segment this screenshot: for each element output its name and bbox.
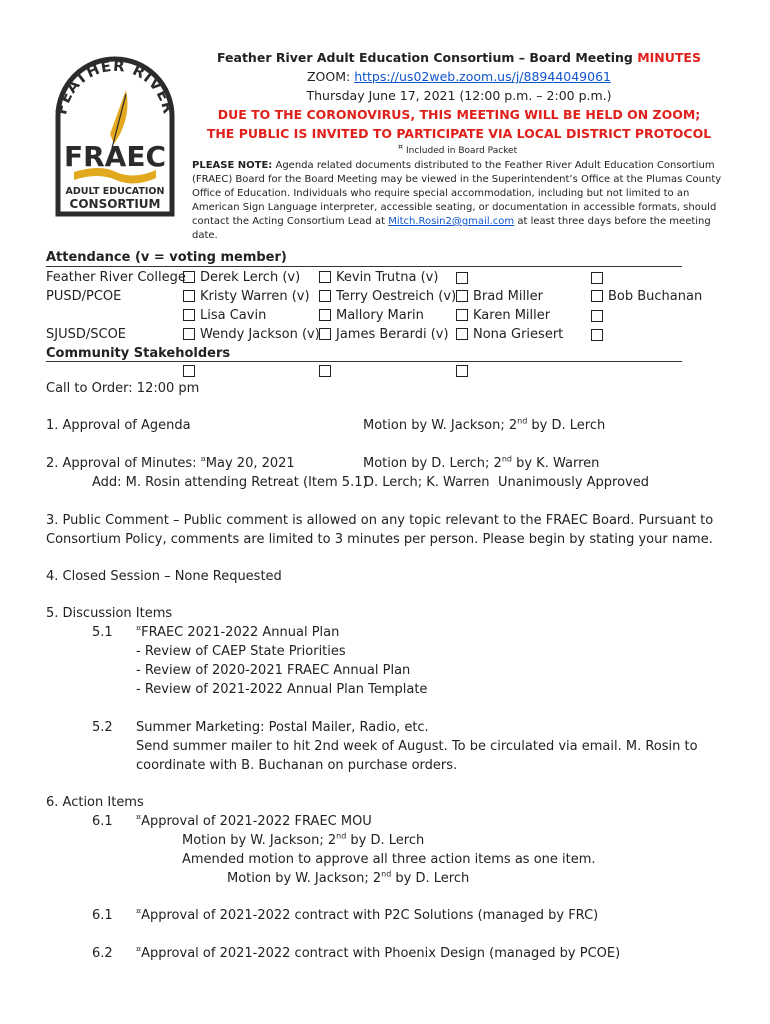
item-5-1-bullet: - Review of CAEP State Priorities [136,644,346,659]
item-5-1-bullet: - Review of 2021-2022 Annual Plan Template [136,682,428,697]
logo-line1: ADULT EDUCATION [65,186,165,197]
item-5-2-title: Summer Marketing: Postal Mailer, Radio, etc. [136,720,429,735]
attendee: Nona Griesert [456,327,563,342]
item-6-1-motion: Motion by W. Jackson; 2nd by D. Lerch [182,831,425,848]
call-to-order: Call to Order: 12:00 pm [46,381,200,396]
attendee: Derek Lerch (v) [183,270,300,285]
item-5-1-bullet: - Review of 2020-2021 FRAEC Annual Plan [136,663,411,678]
meeting-title: Feather River Adult Education Consortium – Board Meeting MINUTES [217,50,701,65]
attendee: Wendy Jackson (v) [183,327,320,342]
attendance-checkbox[interactable] [591,310,603,322]
org-pusd: PUSD/PCOE [46,289,122,304]
packet-marker: ¤ [398,142,404,151]
item-5-1-number: 5.1 [92,625,113,640]
item-2-motion: Motion by D. Lerch; 2nd by K. Warren [363,454,600,471]
attendance-checkbox[interactable] [591,272,603,284]
item-6-1-amended-motion: Motion by W. Jackson; 2nd by D. Lerch [227,869,470,886]
item-5-1-title: ¤FRAEC 2021-2022 Annual Plan [136,623,340,640]
packet-note: ¤ Included in Board Packet [398,142,518,156]
covid-notice-1: DUE TO THE CORONOVIRUS, THIS MEETING WILL BE HELD ON ZOOM; [217,107,701,122]
attendee: Mallory Marin [319,308,424,323]
attendee: James Berardi (v) [319,327,449,342]
fraec-logo [52,48,178,218]
attendee: Bob Buchanan [591,289,702,304]
attendance-heading: Attendance (v = voting member) [46,250,287,265]
item-4: 4. Closed Session – None Requested [46,569,282,584]
zoom-line: ZOOM: https://us02web.zoom.us/j/88944049061 [306,69,611,84]
attendance-checkbox[interactable] [456,290,468,302]
stakeholders-heading: Community Stakeholders [46,346,231,361]
attendee: Brad Miller [456,289,543,304]
stakeholders-rule [46,361,682,362]
stakeholder-checkbox[interactable] [456,365,468,377]
item-5-label: 5. Discussion Items [46,606,173,621]
org-sjusd: SJUSD/SCOE [46,327,127,342]
stakeholder-checkbox[interactable] [319,365,331,377]
item-6-1-amendment: Amended motion to approve all three action items as one item. [182,852,596,867]
attendance-checkbox[interactable] [456,309,468,321]
item-1-motion: Motion by W. Jackson; 2nd by D. Lerch [363,416,606,433]
item-6-2-number: 6.2 [92,946,113,961]
minutes-label: MINUTES [637,50,701,65]
item-2-addition: Add: M. Rosin attending Retreat (Item 5.1) [92,475,368,490]
attendee: Terry Oestreich (v) [319,289,456,304]
attendance-checkbox[interactable] [319,271,331,283]
logo-graphic [52,48,178,218]
logo-line2: CONSORTIUM [69,197,161,211]
item-5-2-line: coordinate with B. Buchanan on purchase orders. [136,758,458,773]
attendee: Kristy Warren (v) [183,289,310,304]
attendance-rule [46,266,682,267]
item-2-label: 2. Approval of Minutes: ¤May 20, 2021 [46,454,295,471]
attendance-checkbox[interactable] [319,290,331,302]
stakeholder-checkbox[interactable] [183,365,195,377]
item-6-2-title: ¤Approval of 2021-2022 contract with Phoenix Design (managed by PCOE) [136,944,621,961]
contact-email-link[interactable]: Mitch.Rosin2@gmail.com [388,216,515,227]
item-6-label: 6. Action Items [46,795,144,810]
logo-arc-text: FEATHER RIVER [52,56,178,117]
attendance-checkbox[interactable] [456,272,468,284]
item-6-1b-number: 6.1 [92,908,113,923]
item-5-2-line: Send summer mailer to hit 2nd week of August. To be circulated via email. M. Rosin to [136,739,698,754]
attendance-checkbox[interactable] [183,271,195,283]
org-frc: Feather River College [46,270,186,285]
item-6-1-number: 6.1 [92,814,113,829]
svg-text:FEATHER RIVER [52,57,178,116]
attendee: Kevin Trutna (v) [319,270,438,285]
attendance-checkbox[interactable] [591,329,603,341]
item-1-label: 1. Approval of Agenda [46,418,191,433]
item-6-1b-title: ¤Approval of 2021-2022 contract with P2C Solutions (managed by FRC) [136,906,599,923]
attendance-checkbox[interactable] [183,309,195,321]
attendance-checkbox[interactable] [591,290,603,302]
zoom-link[interactable]: https://us02web.zoom.us/j/88944049061 [354,69,611,84]
covid-notice-2: THE PUBLIC IS INVITED TO PARTICIPATE VIA LOCAL DISTRICT PROTOCOL [206,126,712,141]
please-note: PLEASE NOTE: Agenda related documents distributed to the Feather River Adult Education Consortium (FRAEC) Board for the Board Meeting may be viewed in the Superintendent’s Office at the Plumas County Office of Education. Individuals who require special accommodation, including but not limited to an American Sign Language interpreter, accessible seating, or documentation in accessible formats, should contact the Acting Consortium Lead at Mitch.Rosin2@gmail.com at least three days before the meeting date. [192,160,722,241]
attendance-checkbox[interactable] [319,328,331,340]
attendance-checkbox[interactable] [456,328,468,340]
attendee: Karen Miller [456,308,550,323]
attendee: Lisa Cavin [183,308,266,323]
item-3-line2: Consortium Policy, comments are limited to 3 minutes per person. Please begin by stating your name. [46,532,713,547]
attendance-checkbox[interactable] [319,309,331,321]
item-6-1-title: ¤Approval of 2021-2022 FRAEC MOU [136,812,372,829]
item-2-vote-names: D. Lerch; K. Warren [364,475,490,490]
logo-monogram: FRAEC [63,140,167,173]
item-2-vote-result: Unanimously Approved [498,475,649,490]
item-5-2-number: 5.2 [92,720,113,735]
attendance-checkbox[interactable] [183,290,195,302]
attendance-checkbox[interactable] [183,328,195,340]
item-3-line1: 3. Public Comment – Public comment is allowed on any topic relevant to the FRAEC Board. Pursuant to [46,513,714,528]
meeting-date: Thursday June 17, 2021 (12:00 p.m. – 2:00 p.m.) [306,88,612,103]
